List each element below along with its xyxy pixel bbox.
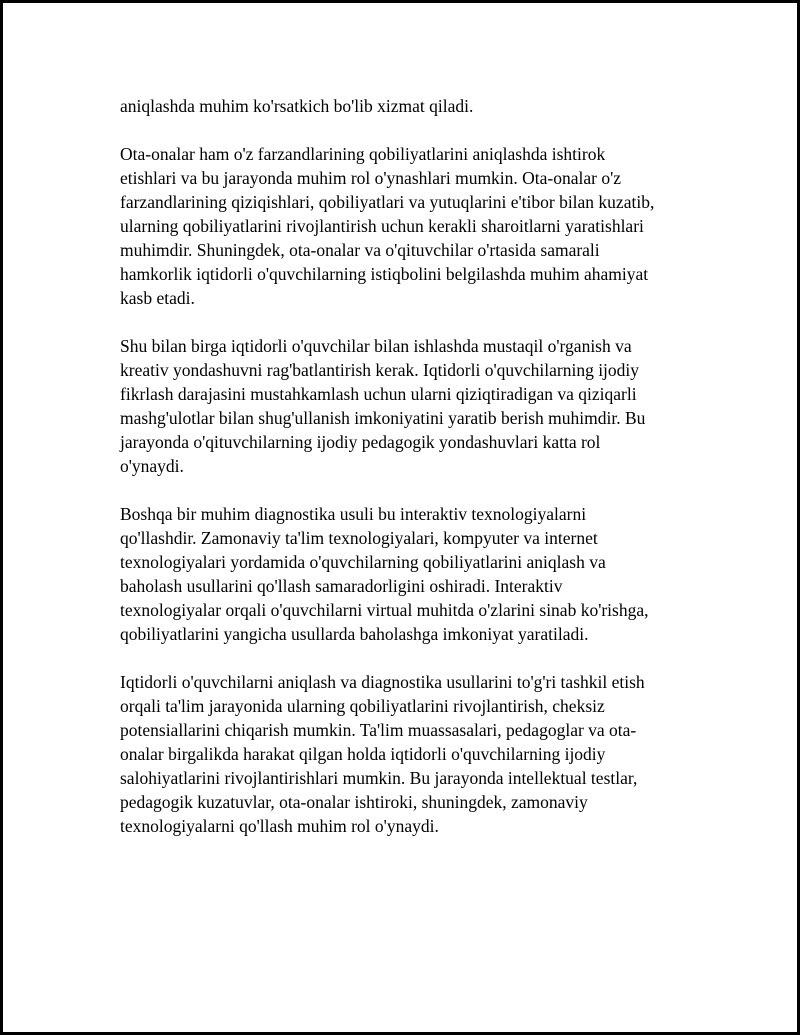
text-line: mashg'ulotlar bilan shug'ullanish imkoniyatini yaratib berish muhimdir. Bu [120,408,646,428]
text-line: Ota-onalar ham o'z farzandlarining qobiliyatlarini aniqlashda ishtirok [120,144,606,164]
document-body [120,94,690,862]
text-line: potensiallarini chiqarish mumkin. Ta'lim muassasalari, pedagoglar va ota- [120,720,637,740]
text-line: texnologiyalarni qo'llash muhim rol o'ynaydi. [120,816,439,836]
text-line: Boshqa bir muhim diagnostika usuli bu interaktiv texnologiyalarni [120,504,587,524]
text-line: onalar birgalikda harakat qilgan holda iqtidorli o'quvchilarning ijodiy [120,744,606,764]
text-line: baholash usullarini qo'llash samaradorligini oshiradi. Interaktiv [120,576,563,596]
paragraph-4 [120,502,690,646]
text-line: texnologiyalari yordamida o'quvchilarning qobiliyatlarini aniqlash va [120,552,606,572]
text-line: ularning qobiliyatlarini rivojlantirish uchun kerakli sharoitlarni yaratishlari [120,216,644,236]
text-line: qobiliyatlarini yangicha usullarda baholashga imkoniyat yaratiladi. [120,624,589,644]
text-line: pedagogik kuzatuvlar, ota-onalar ishtiroki, shuningdek, zamonaviy [120,792,588,812]
text-line: farzandlarining qiziqishlari, qobiliyatlari va yutuqlarini e'tibor bilan kuzatib, [120,192,655,212]
text-line: kasb etadi. [120,288,195,308]
text-line: Iqtidorli o'quvchilarni aniqlash va diagnostika usullarini to'g'ri tashkil etish [120,672,645,692]
paragraph-3 [120,334,690,478]
text-line: orqali ta'lim jarayonida ularning qobiliyatlarini rivojlantirish, cheksiz [120,696,605,716]
text-line: Shu bilan birga iqtidorli o'quvchilar bilan ishlashda mustaqil o'rganish va [120,336,632,356]
text-line: salohiyatlarini rivojlantirishlari mumkin. Bu jarayonda intellektual testlar, [120,768,638,788]
text-line: jarayonda o'qituvchilarning ijodiy pedagogik yondashuvlari katta rol [120,432,601,452]
text-line: qo'llashdir. Zamonaviy ta'lim texnologiyalari, kompyuter va internet [120,528,598,548]
text-line: o'ynaydi. [120,456,184,476]
text-line: muhimdir. Shuningdek, ota-onalar va o'qituvchilar o'rtasida samarali [120,240,600,260]
paragraph-2 [120,142,690,310]
text-line: texnologiyalar orqali o'quvchilarni virtual muhitda o'zlarini sinab ko'rishga, [120,600,649,620]
text-line: etishlari va bu jarayonda muhim rol o'ynashlari mumkin. Ota-onalar o'z [120,168,622,188]
text-line: aniqlashda muhim ko'rsatkich bo'lib xizmat qiladi. [120,96,474,116]
paragraph-5 [120,670,690,838]
text-line: hamkorlik iqtidorli o'quvchilarning istiqbolini belgilashda muhim ahamiyat [120,264,649,284]
paragraph-1 [120,94,690,118]
text-line: fikrlash darajasini mustahkamlash uchun ularni qiziqtiradigan va qiziqarli [120,384,637,404]
text-line: kreativ yondashuvni rag'batlantirish kerak. Iqtidorli o'quvchilarning ijodiy [120,360,640,380]
